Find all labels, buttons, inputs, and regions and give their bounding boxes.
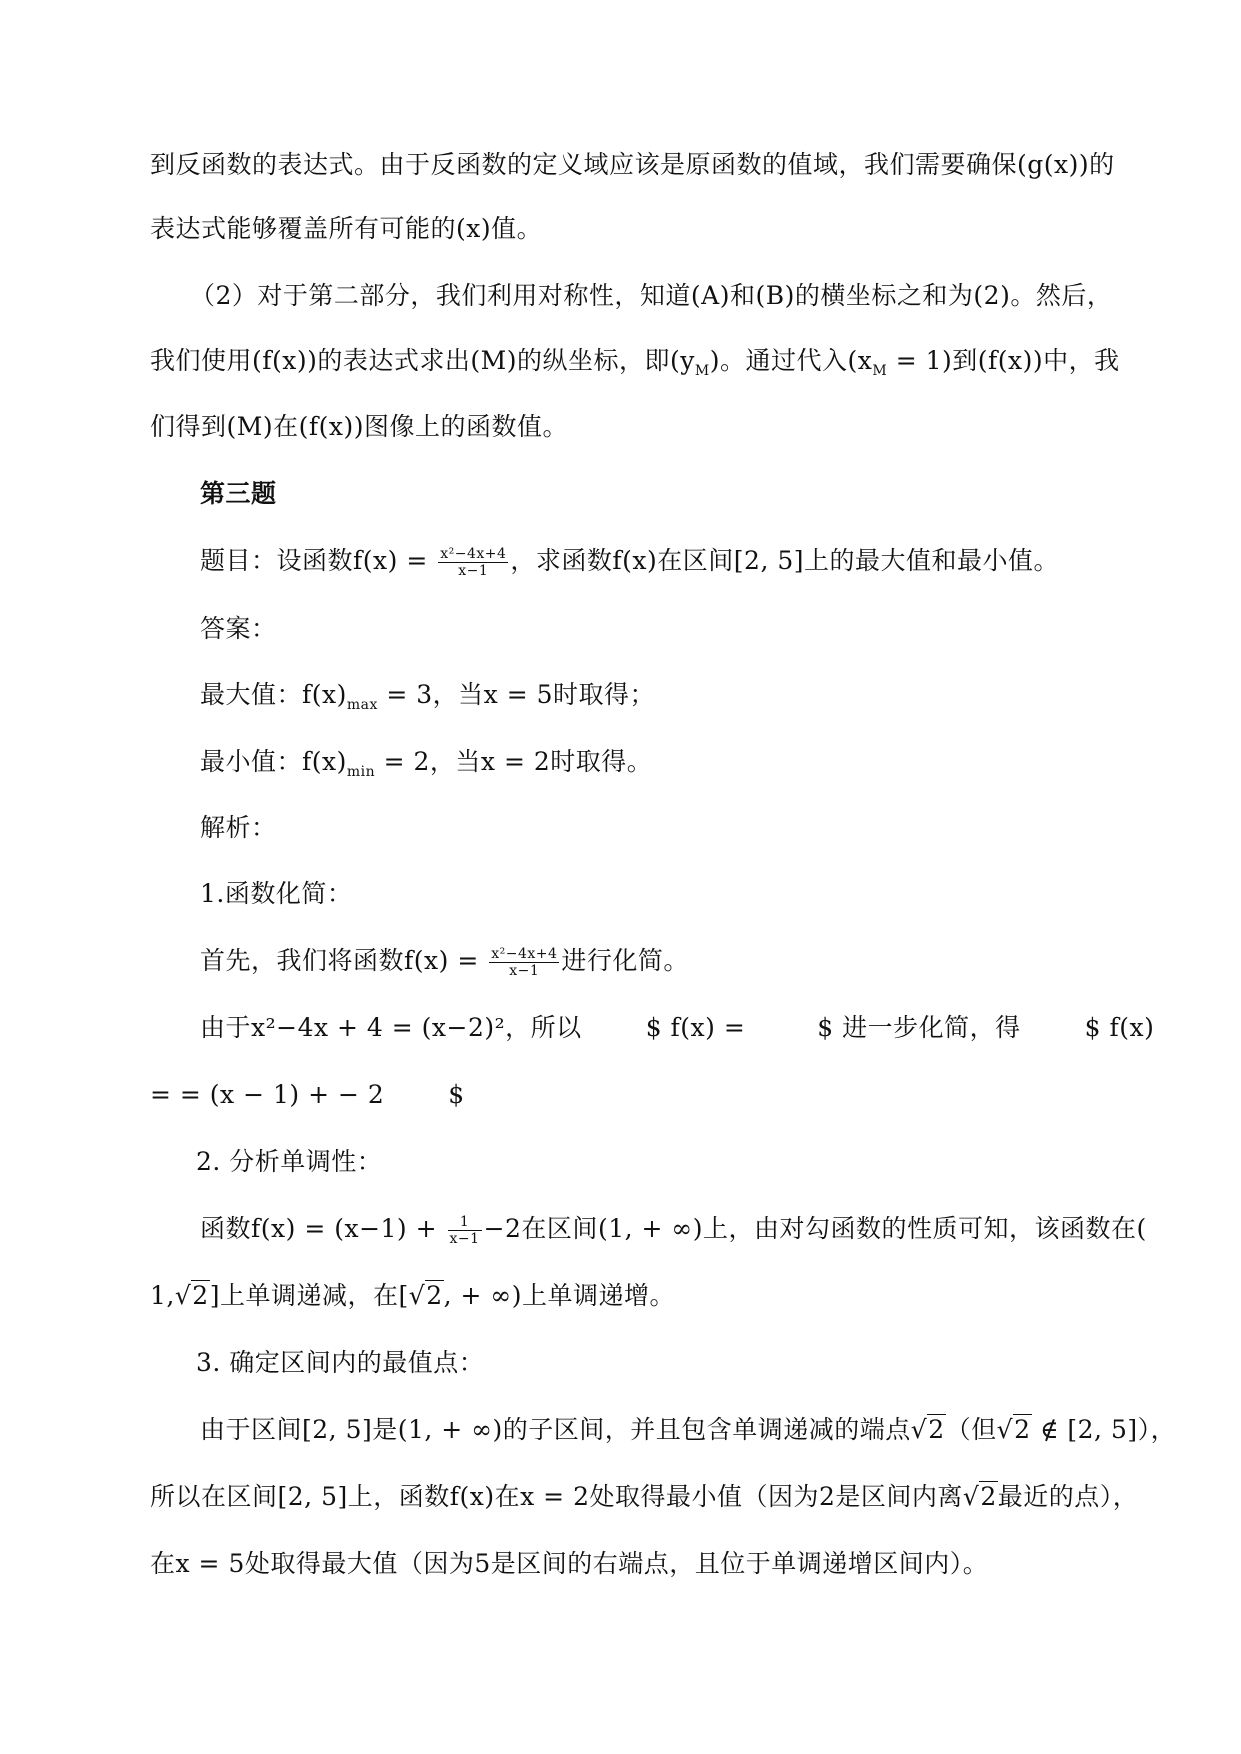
text: 上单调递增。 <box>521 1281 675 1310</box>
text: 在 <box>150 1549 176 1578</box>
subscript: min <box>346 764 376 780</box>
math-inline: f(x) <box>612 546 658 575</box>
step-title: 3. 确定区间内的最值点： <box>196 1348 485 1377</box>
radicand: 2 <box>192 1281 209 1310</box>
sqrt-expression: √2 <box>996 1415 1031 1444</box>
text: 到 <box>952 346 978 375</box>
text: $ 进一步化简，得 <box>817 1013 1021 1042</box>
math-part: = 1) <box>887 346 953 375</box>
text: 图像上的函数值。 <box>364 412 569 441</box>
text: 到反函数的表达式。由于反函数的定义域应该是原函数的值域，我们需要确保 <box>150 150 1018 179</box>
text: ，所以 <box>505 1013 582 1042</box>
raw-latex: $ <box>448 1080 465 1109</box>
numerator: x²−4x+4 <box>440 546 507 562</box>
math-inline <box>670 346 721 379</box>
math-inline: ] <box>209 1281 220 1310</box>
text: 和 <box>729 281 756 310</box>
math-inline: , + ∞) <box>443 1281 522 1310</box>
text: 题目：设函数 <box>200 546 354 575</box>
radicand: 2 <box>980 1482 997 1511</box>
text: 最近的点）， <box>997 1482 1139 1511</box>
math-inline: [2, 5] <box>277 1482 348 1511</box>
fraction <box>489 946 559 979</box>
sqrt-expression: √2 <box>910 1415 945 1444</box>
text: （2）对于第二部分，我们利用对称性，知道 <box>190 281 691 310</box>
math-inline: −2 <box>483 1214 522 1243</box>
fraction <box>438 546 508 579</box>
paragraph-line <box>150 212 542 246</box>
text: ，当 <box>432 680 484 709</box>
text: ，当 <box>429 747 481 776</box>
paragraph-line <box>150 344 1120 378</box>
math-inline: [2, 5] <box>302 1415 373 1444</box>
text: 在 <box>273 412 299 441</box>
math-inline: (1, + ∞) <box>597 1214 703 1243</box>
text: 的横坐标之和为 <box>794 281 974 310</box>
paragraph-line <box>200 944 689 979</box>
math-inline: (A) <box>690 281 730 310</box>
text: 在区间 <box>657 546 734 575</box>
sqrt-expression: √2 <box>408 1281 443 1310</box>
paragraph-line <box>200 1413 1176 1447</box>
text: 最小值： <box>200 747 303 776</box>
text: 我们使用 <box>150 346 253 375</box>
text: 所以在区间 <box>150 1482 278 1511</box>
math-inline: (x) <box>456 214 492 243</box>
text: 在区间 <box>521 1214 598 1243</box>
paragraph-line <box>150 1078 465 1112</box>
text: 值。 <box>491 214 543 243</box>
text: 时取得； <box>553 680 656 709</box>
math-inline: [2, 5] <box>733 546 805 575</box>
math-inline: (2) <box>973 281 1011 310</box>
text: 上单调递减，在 <box>219 1281 399 1310</box>
math-inline: f(x) = <box>353 546 437 575</box>
text: 上的最大值和最小值。 <box>804 546 1060 575</box>
paragraph-line <box>150 1480 1138 1514</box>
sqrt-expression: √2 <box>962 1482 997 1511</box>
raw-latex: $ f(x) = <box>645 1013 746 1042</box>
text: 的纵坐标，即 <box>517 346 671 375</box>
text: 。通过代入 <box>720 346 848 375</box>
text: 。然后， <box>1010 281 1113 310</box>
math-inline: f(x) = <box>404 946 488 975</box>
paragraph-line <box>150 1547 988 1581</box>
paragraph-line <box>200 1011 1154 1045</box>
math-inline: (M) <box>470 346 518 375</box>
text: 的子区间，并且包含单调递减的端点 <box>502 1415 911 1444</box>
text: 处取得最小值（因为2是区间内离 <box>589 1482 963 1511</box>
math-inline: (f(x)) <box>252 346 318 375</box>
max-value-line <box>200 678 655 712</box>
math-inline: f(x) <box>302 680 347 709</box>
denominator: x−1 <box>458 563 489 579</box>
math-inline: f(x) <box>302 747 347 776</box>
math-part: (y <box>670 346 695 375</box>
math-inline: f(x) = (x−1) + <box>251 1214 446 1243</box>
numerator: 1 <box>448 1214 482 1231</box>
math-inline: (f(x)) <box>298 412 365 441</box>
radicand: 2 <box>426 1281 443 1310</box>
math-inline: x = 5 <box>483 680 554 709</box>
math-inline: = 2 <box>375 747 430 776</box>
sqrt-expression: √2 <box>174 1281 209 1310</box>
text: 处取得最大值（因为5是区间的右端点，且位于单调递增区间内）。 <box>244 1549 989 1578</box>
text: 时取得。 <box>550 747 653 776</box>
fraction <box>448 1214 482 1247</box>
paragraph-line <box>150 148 1115 182</box>
math-inline: x = 5 <box>175 1549 245 1578</box>
subscript: M <box>694 363 710 379</box>
math-inline: 1, <box>150 1281 175 1310</box>
math-part: (x <box>847 346 873 375</box>
paragraph-line <box>200 1212 1147 1247</box>
text: 的表达式求出 <box>317 346 471 375</box>
math-inline: (1, + ∞) <box>397 1415 503 1444</box>
text: 表达式能够覆盖所有可能的 <box>150 214 457 243</box>
text: 由于区间 <box>200 1415 303 1444</box>
math-inline: (g(x)) <box>1017 150 1090 179</box>
min-value-line <box>200 745 652 779</box>
math-inline: (M) <box>226 412 274 441</box>
text: 们得到 <box>150 412 227 441</box>
text: 首先，我们将函数 <box>200 946 405 975</box>
problem-statement <box>200 544 1059 579</box>
math-inline <box>847 346 953 379</box>
raw-latex: = = (x − 1) + − 2 <box>150 1080 385 1109</box>
section-title: 第三题 <box>200 479 277 508</box>
text: 中，我 <box>1043 346 1120 375</box>
text: 函数 <box>200 1214 252 1243</box>
text: 上，由对勾函数的性质可知，该函数在( <box>702 1214 1147 1243</box>
text: ）， <box>1137 1415 1177 1444</box>
radicand: 2 <box>928 1415 945 1444</box>
radicand: 2 <box>1014 1415 1031 1444</box>
text: 最大值： <box>200 680 303 709</box>
math-inline: = 3 <box>377 680 433 709</box>
text: 的 <box>1089 150 1115 179</box>
math-part: ) <box>709 346 721 375</box>
text: 由于 <box>200 1013 252 1042</box>
math-inline: x = 2 <box>480 747 551 776</box>
math-inline: f(x) <box>449 1482 495 1511</box>
text: 上，函数 <box>347 1482 450 1511</box>
text: ，求函数 <box>510 546 613 575</box>
raw-latex: $ f(x) <box>1084 1013 1155 1042</box>
denominator: x−1 <box>449 1231 480 1247</box>
paragraph-line <box>150 1279 675 1313</box>
text: 是 <box>372 1415 398 1444</box>
paragraph-line <box>150 410 568 444</box>
text: 在 <box>494 1482 521 1511</box>
answer-label: 答案： <box>200 614 277 643</box>
text: （但 <box>945 1415 997 1444</box>
math-inline: x²−4x + 4 = (x−2)² <box>251 1013 506 1042</box>
math-inline: (f(x)) <box>977 346 1044 375</box>
math-inline: [ <box>398 1281 409 1310</box>
subscript: M <box>872 363 888 379</box>
subscript: max <box>346 697 378 713</box>
math-inline: x = 2 <box>520 1482 590 1511</box>
paragraph-line <box>190 279 1112 313</box>
text: 进行化简。 <box>561 946 689 975</box>
math-inline: (B) <box>755 281 795 310</box>
step-title: 1.函数化简： <box>200 879 353 908</box>
analysis-label: 解析： <box>200 813 277 842</box>
step-title: 2. 分析单调性： <box>196 1147 383 1176</box>
math-inline: ∉ [2, 5] <box>1031 1415 1138 1444</box>
numerator: x²−4x+4 <box>491 946 558 962</box>
denominator: x−1 <box>509 963 540 979</box>
